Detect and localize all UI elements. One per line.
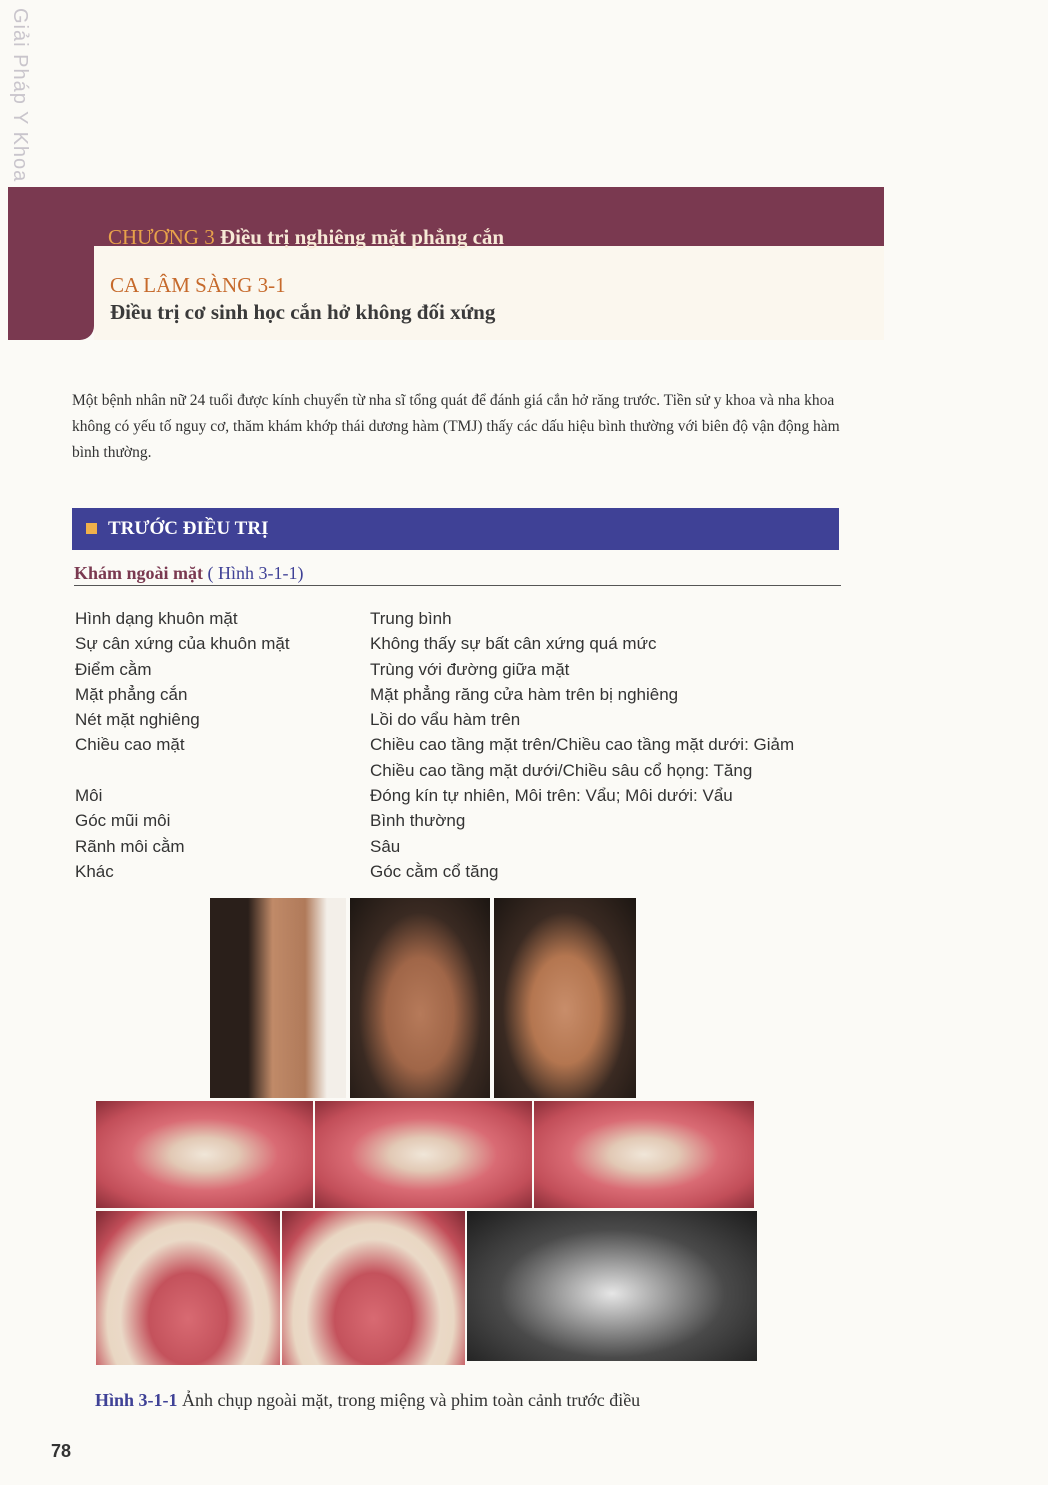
case-title: Điều trị cơ sinh học cắn hở không đối xứng: [110, 300, 496, 324]
exam-value: Góc cằm cổ tăng: [370, 861, 499, 881]
intraoral-right-photo: [96, 1101, 313, 1208]
chapter-banner: [8, 187, 884, 340]
watermark: Giải Pháp Y Khoa: [9, 8, 31, 183]
exam-value: Lồi do vẩu hàm trên: [370, 710, 521, 730]
exam-value: Bình thường: [370, 811, 466, 831]
exam-label: Chiều cao mặt: [75, 735, 185, 755]
exam-label: Điểm cằm: [75, 659, 152, 679]
exam-value: Không thấy sự bất cân xứng quá mức: [370, 634, 657, 654]
chapter-title: Điều trị nghiêng mặt phẳng cắn: [219, 225, 505, 249]
exam-values-column: [370, 606, 840, 884]
exam-value: Đóng kín tự nhiên, Môi trên: Vẩu; Môi dưới: Vẩu: [370, 786, 733, 806]
exam-label: Sự cân xứng của khuôn mặt: [75, 634, 290, 654]
chapter-number: CHƯƠNG 3: [108, 225, 215, 249]
section-bar: [72, 508, 839, 550]
panoramic-xray-photo: [467, 1211, 757, 1361]
exam-label: Môi: [75, 786, 103, 806]
figure-number: Hình 3-1-1: [95, 1390, 178, 1410]
frontal-face-photo: [350, 898, 490, 1098]
subheading-figure-ref: ( Hình 3-1-1): [207, 563, 304, 583]
lower-occlusal-photo: [282, 1211, 465, 1365]
subheading-rule: [74, 585, 841, 586]
exam-value: Trùng với đường giữa mặt: [370, 659, 570, 679]
page-number: 78: [51, 1441, 72, 1461]
exam-label: Khác: [75, 861, 114, 881]
section-title: TRƯỚC ĐIỀU TRỊ: [108, 518, 269, 539]
exam-labels-column: [75, 606, 355, 884]
figure-caption: [95, 1390, 640, 1411]
intro-paragraph: Một bệnh nhân nữ 24 tuổi được kính chuyển từ nha sĩ tổng quát để đánh giá cắn hở răng trước. Tiền sử y khoa và nha khoa không có yếu tố nguy cơ, thăm khám khớp thái dương hàm (TMJ) thấy các dấu hiệu bình thường với biên độ vận động hàm bình thường.: [72, 392, 840, 461]
intraoral-left-photo: [534, 1101, 754, 1208]
exam-value: Chiều cao tầng mặt dưới/Chiều sâu cổ họng: Tăng: [370, 760, 753, 780]
intraoral-frontal-photo: [315, 1101, 532, 1208]
exam-value: Trung bình: [370, 609, 452, 628]
chapter-heading: [108, 225, 504, 250]
exam-value: Mặt phẳng răng cửa hàm trên bị nghiêng: [370, 684, 679, 704]
subheading-title: Khám ngoài mặt: [74, 563, 204, 583]
exam-value: Sâu: [370, 836, 401, 856]
case-code: CA LÂM SÀNG 3-1: [110, 273, 286, 297]
smiling-face-photo: [494, 898, 636, 1098]
exam-label: Rãnh môi cằm: [75, 836, 185, 856]
profile-face-photo: [210, 898, 346, 1098]
banner-left-tab: [8, 187, 94, 340]
exam-label: Nét mặt nghiêng: [75, 710, 200, 730]
upper-occlusal-photo: [96, 1211, 280, 1365]
exam-label: Hình dạng khuôn mặt: [75, 609, 238, 628]
exam-label: Góc mũi môi: [75, 811, 171, 831]
exam-label: Mặt phẳng cắn: [75, 684, 188, 704]
exam-value: Chiều cao tầng mặt trên/Chiều cao tầng mặt dưới: Giảm: [370, 735, 795, 755]
exam-label: [75, 758, 355, 783]
section-square-icon: [86, 523, 97, 534]
figure-caption-text: Ảnh chụp ngoài mặt, trong miệng và phim toàn cảnh trước điều: [182, 1390, 641, 1410]
exam-subheading: [74, 563, 304, 584]
